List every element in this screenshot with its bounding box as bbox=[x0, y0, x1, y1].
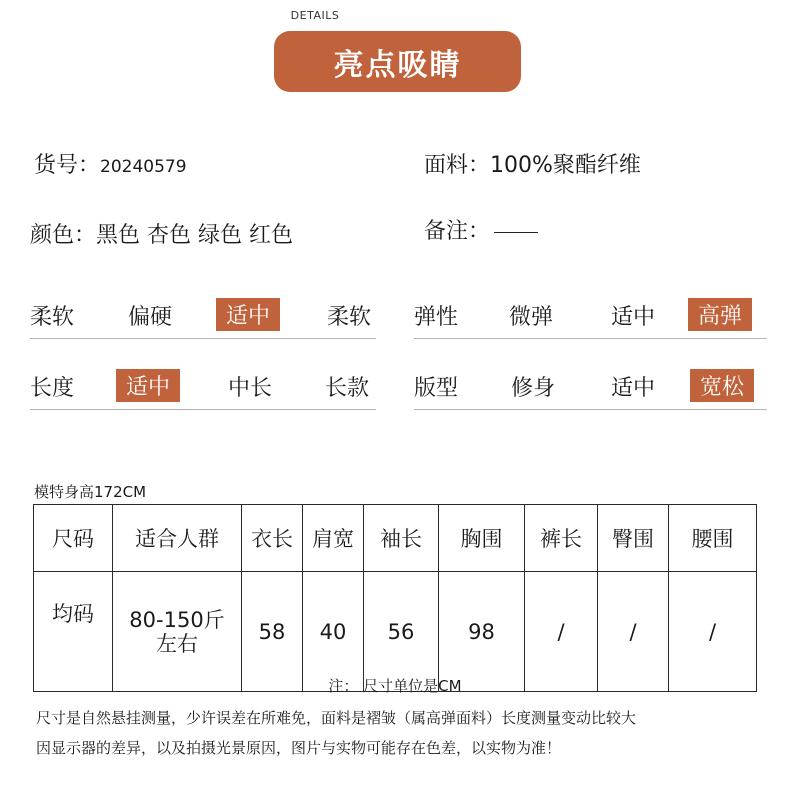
unit-note: 注： 尺寸单位是CM bbox=[328, 677, 462, 695]
table-cell-length: 58 bbox=[242, 572, 303, 692]
attr-softness-option: 偏硬 bbox=[128, 305, 173, 330]
attr-elasticity-option: 适中 bbox=[611, 305, 656, 330]
section-title-badge: 亮点吸睛 bbox=[274, 31, 521, 92]
attr-fit-option-selected: 宽松 bbox=[690, 369, 754, 402]
attr-elasticity bbox=[414, 298, 767, 339]
attr-elasticity-option: 微弹 bbox=[509, 305, 554, 330]
attr-length bbox=[30, 369, 376, 410]
fabric-value: 100%聚酯纤维 bbox=[490, 153, 641, 178]
table-header-cell: 胸围 bbox=[439, 505, 525, 572]
attr-length-option-selected: 适中 bbox=[116, 369, 180, 402]
table-header-cell: 腰围 bbox=[669, 505, 757, 572]
attr-softness-option: 柔软 bbox=[327, 305, 372, 330]
attr-length-label: 长度 bbox=[30, 376, 75, 401]
table-header-cell: 尺码 bbox=[34, 505, 113, 572]
table-cell-shoulder: 40 bbox=[303, 572, 364, 692]
details-label: DETAILS bbox=[290, 9, 340, 22]
table-header-cell: 袖长 bbox=[364, 505, 439, 572]
attr-softness-label: 柔软 bbox=[30, 305, 75, 330]
table-header-cell: 臀围 bbox=[598, 505, 669, 572]
color-disclaimer: 因显示器的差异，以及拍摄光景原因，图片与实物可能存在色差，以实物为准！ bbox=[36, 739, 562, 757]
attr-fit-option: 修身 bbox=[511, 376, 556, 401]
size-table bbox=[33, 504, 757, 692]
color-label: 颜色： bbox=[30, 223, 97, 248]
table-cell-size: 均码 bbox=[34, 572, 113, 692]
fabric bbox=[424, 148, 641, 179]
table-cell-waist: / bbox=[669, 572, 757, 692]
item-number-value: 20240579 bbox=[100, 157, 187, 177]
remark-dash bbox=[494, 232, 538, 233]
remark bbox=[424, 214, 538, 245]
fabric-label: 面料： bbox=[424, 153, 491, 178]
attr-fit-option: 适中 bbox=[611, 376, 656, 401]
table-cell-sleeve: 56 bbox=[364, 572, 439, 692]
table-row bbox=[34, 572, 757, 692]
attr-fit bbox=[414, 369, 767, 410]
item-number bbox=[34, 148, 187, 179]
fit-suffix: 左右 bbox=[156, 631, 198, 656]
fit-range: 80-150斤 bbox=[129, 607, 225, 632]
attr-elasticity-option-selected: 高弹 bbox=[688, 298, 752, 331]
attr-length-option: 长款 bbox=[325, 376, 370, 401]
table-header-cell: 适合人群 bbox=[113, 505, 242, 572]
size-table-header-row bbox=[34, 505, 757, 572]
table-cell-hip: / bbox=[598, 572, 669, 692]
attr-fit-label: 版型 bbox=[414, 376, 459, 401]
item-number-label: 货号： bbox=[34, 153, 101, 178]
model-height-note: 模特身高172CM bbox=[34, 483, 147, 501]
table-cell-fit bbox=[113, 572, 242, 692]
attr-length-option: 中长 bbox=[228, 376, 273, 401]
table-cell-chest: 98 bbox=[439, 572, 525, 692]
colors bbox=[30, 218, 293, 249]
attr-softness bbox=[30, 298, 376, 339]
table-header-cell: 衣长 bbox=[242, 505, 303, 572]
remark-label: 备注： bbox=[424, 219, 491, 244]
measurement-note: 尺寸是自然悬挂测量，少许误差在所难免，面料是褶皱（属高弹面料）长度测量变动比较大 bbox=[36, 709, 637, 727]
attr-elasticity-label: 弹性 bbox=[414, 305, 459, 330]
table-header-cell: 肩宽 bbox=[303, 505, 364, 572]
table-header-cell: 裤长 bbox=[525, 505, 598, 572]
table-cell-pants: / bbox=[525, 572, 598, 692]
color-values: 黑色 杏色 绿色 红色 bbox=[96, 223, 293, 248]
attr-softness-option-selected: 适中 bbox=[216, 298, 280, 331]
